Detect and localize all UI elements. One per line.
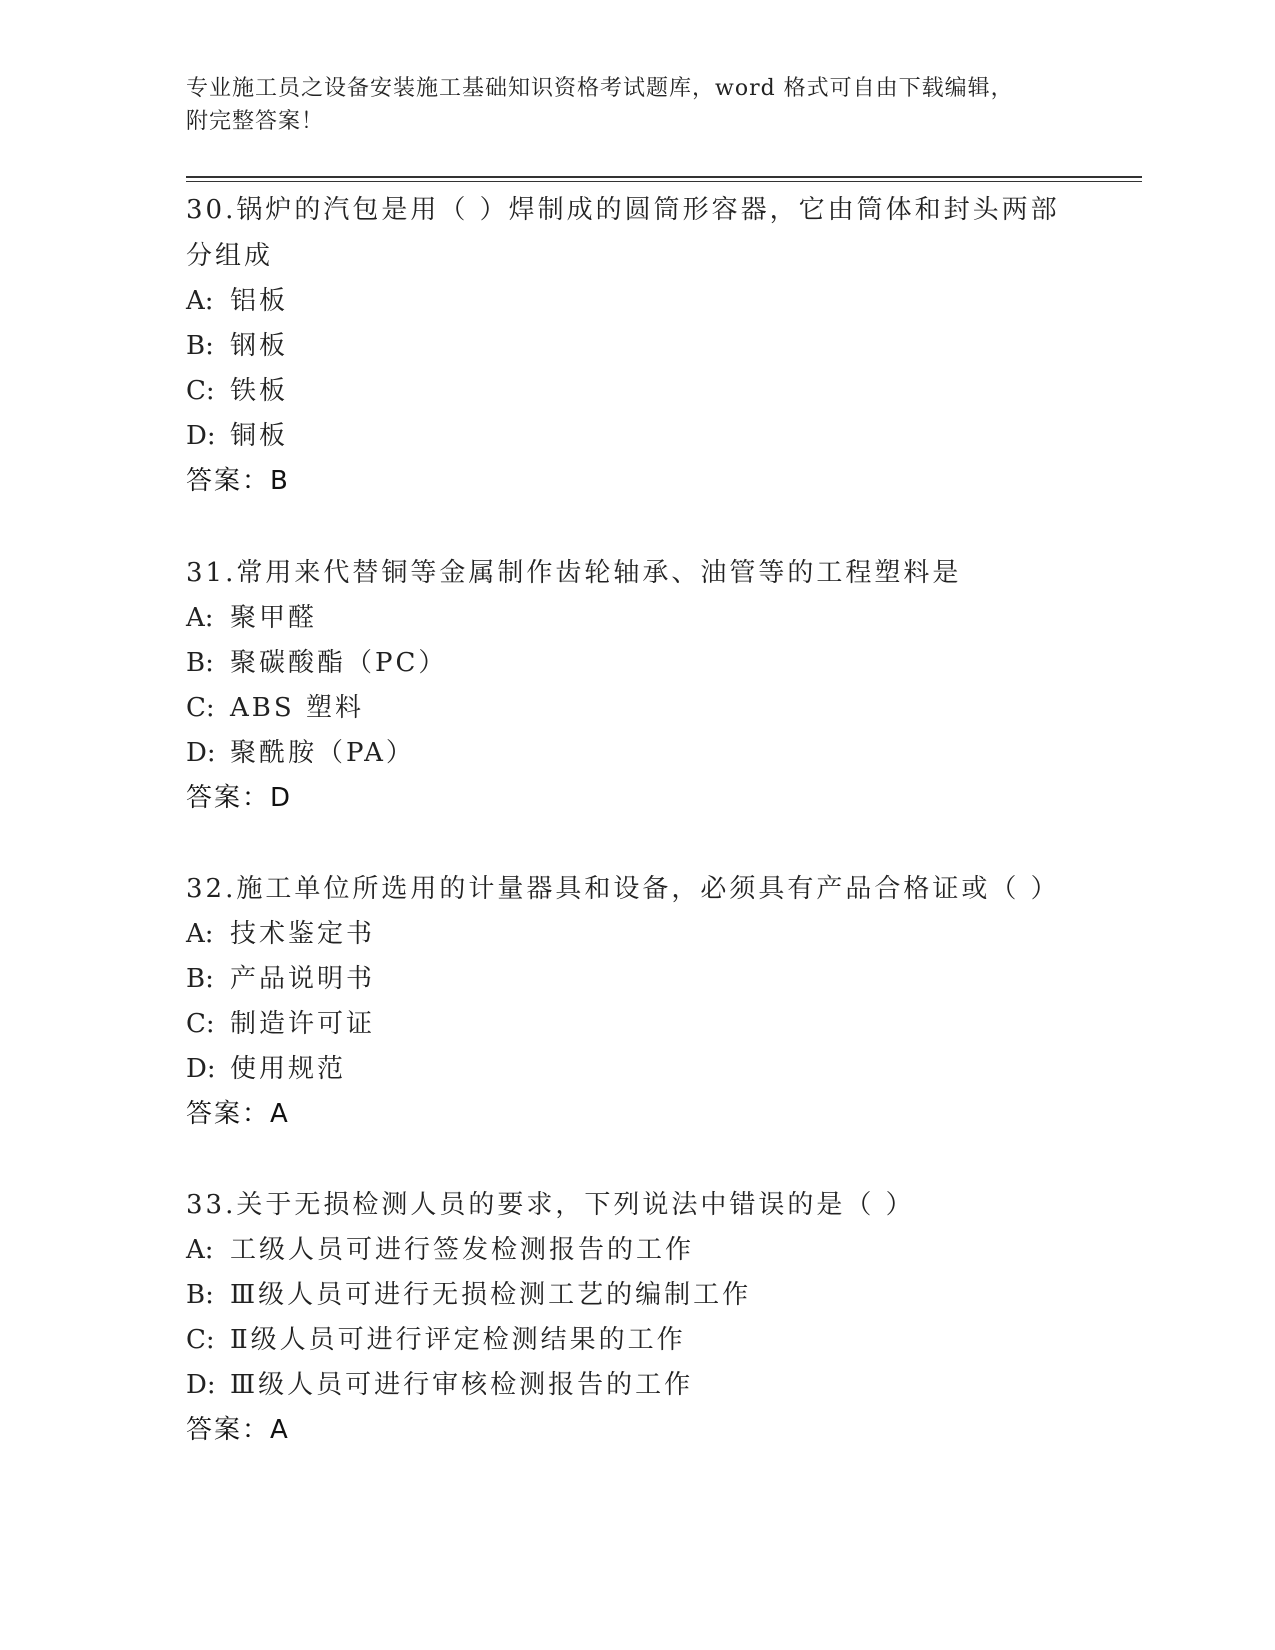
option-b bbox=[186, 957, 1086, 1002]
option-text: 铁板 bbox=[230, 376, 289, 406]
option-text: 聚酰胺（PA） bbox=[230, 738, 415, 768]
option-text: ABS 塑料 bbox=[230, 693, 364, 723]
option-letter: A: bbox=[186, 1235, 214, 1265]
question-33 bbox=[186, 1182, 1086, 1452]
option-text: 聚碳酸酯（PC） bbox=[230, 648, 448, 678]
option-a bbox=[186, 279, 1086, 324]
option-a bbox=[186, 596, 1086, 641]
question-32 bbox=[186, 866, 1086, 1136]
option-d bbox=[186, 1047, 1086, 1092]
option-letter: A: bbox=[186, 603, 214, 633]
option-letter: D: bbox=[186, 1370, 216, 1400]
option-letter: B: bbox=[186, 1280, 214, 1310]
option-letter: B: bbox=[186, 964, 214, 994]
option-c bbox=[186, 1002, 1086, 1047]
option-text: 铜板 bbox=[230, 421, 289, 451]
answer-line: 答案：A bbox=[186, 1099, 290, 1129]
option-letter: D: bbox=[186, 1054, 216, 1084]
option-text: 技术鉴定书 bbox=[230, 919, 376, 949]
option-letter: C: bbox=[186, 693, 215, 723]
option-text: Ⅲ级人员可进行审核检测报告的工作 bbox=[230, 1370, 694, 1400]
answer-line: 答案：A bbox=[186, 1415, 290, 1445]
answer-line: 答案：D bbox=[186, 783, 293, 813]
option-text: 铝板 bbox=[230, 286, 289, 316]
option-letter: A: bbox=[186, 286, 214, 316]
header-line-2: 附完整答案！ bbox=[186, 109, 325, 134]
option-text: 钢板 bbox=[230, 331, 289, 361]
document-header bbox=[186, 72, 1086, 138]
answer-line: 答案：B bbox=[186, 466, 290, 496]
header-divider-thick bbox=[186, 176, 1142, 178]
option-b bbox=[186, 1273, 1086, 1318]
option-letter: B: bbox=[186, 331, 214, 361]
option-letter: D: bbox=[186, 421, 216, 451]
option-c bbox=[186, 686, 1086, 731]
option-letter: A: bbox=[186, 919, 214, 949]
option-text: 制造许可证 bbox=[230, 1009, 376, 1039]
option-text: Ⅲ级人员可进行无损检测工艺的编制工作 bbox=[230, 1280, 752, 1310]
option-d bbox=[186, 414, 1086, 459]
option-a bbox=[186, 912, 1086, 957]
question-title: 31.常用来代替铜等金属制作齿轮轴承、油管等的工程塑料是 bbox=[186, 558, 962, 588]
option-letter: C: bbox=[186, 1009, 215, 1039]
option-d bbox=[186, 731, 1086, 776]
option-text: 产品说明书 bbox=[230, 964, 376, 994]
option-text: 工级人员可进行签发检测报告的工作 bbox=[230, 1235, 695, 1265]
question-title: 33.关于无损检测人员的要求，下列说法中错误的是（ ） bbox=[186, 1190, 915, 1220]
option-c bbox=[186, 1318, 1086, 1363]
option-a bbox=[186, 1228, 1086, 1273]
option-d bbox=[186, 1363, 1086, 1408]
option-letter: C: bbox=[186, 376, 215, 406]
question-title-continued: 分组成 bbox=[186, 241, 274, 271]
option-text: 聚甲醛 bbox=[230, 603, 318, 633]
option-b bbox=[186, 641, 1086, 686]
option-letter: C: bbox=[186, 1325, 215, 1355]
header-divider-thin bbox=[186, 181, 1142, 182]
option-b bbox=[186, 324, 1086, 369]
header-line-1: 专业施工员之设备安装施工基础知识资格考试题库，word 格式可自由下载编辑， bbox=[186, 76, 1014, 101]
question-title: 32.施工单位所选用的计量器具和设备，必须具有产品合格证或（ ） bbox=[186, 874, 1060, 904]
option-text: 使用规范 bbox=[230, 1054, 347, 1084]
question-31 bbox=[186, 550, 1086, 820]
option-letter: B: bbox=[186, 648, 214, 678]
option-letter: D: bbox=[186, 738, 216, 768]
question-30 bbox=[186, 187, 1086, 503]
question-title: 30.锅炉的汽包是用（ ）焊制成的圆筒形容器，它由筒体和封头两部 bbox=[186, 195, 1060, 225]
option-text: Ⅱ级人员可进行评定检测结果的工作 bbox=[230, 1325, 686, 1355]
option-c bbox=[186, 369, 1086, 414]
